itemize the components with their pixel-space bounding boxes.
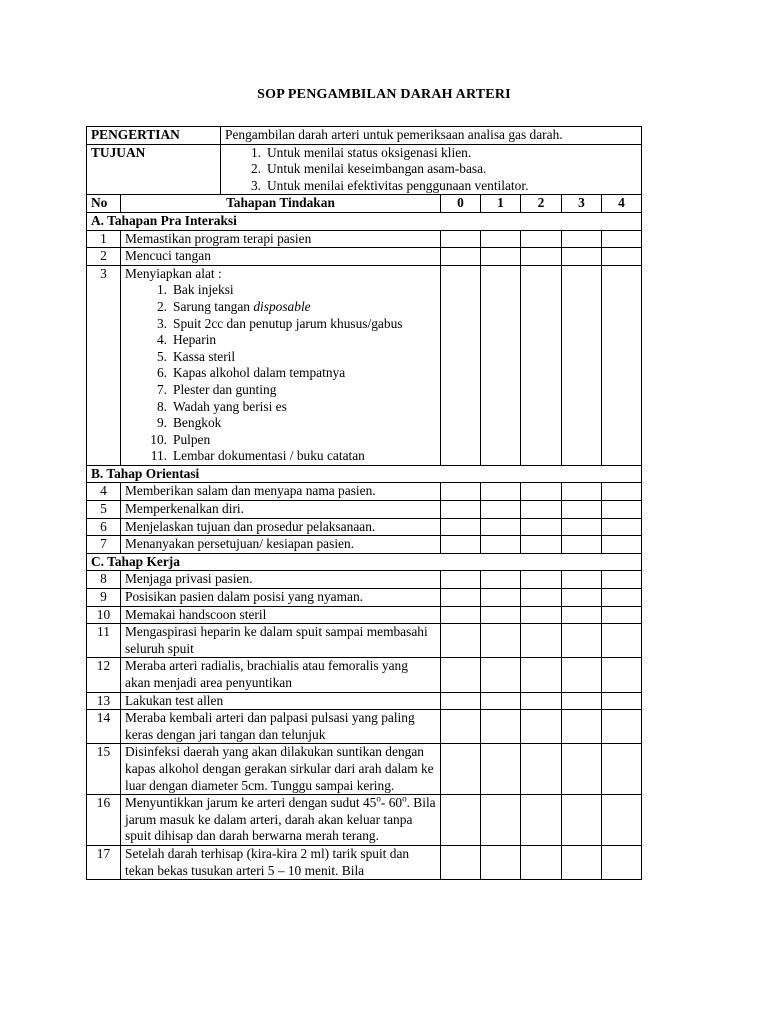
- row-number: 12: [87, 658, 121, 692]
- table-row: [87, 536, 642, 554]
- row-action: Menyiapkan alat : 1. Bak injeksi 2. Sarung tangan disposable 3. Spuit 2cc dan penutup jarum khusus/gabus 4. Heparin 5. Kassa steril 6. Kapas alkohol dalam tempatnya 7. Plester dan gunting 8. Wadah yang berisi es 9. Bengkok 10. Pulpen 11. Lembar dokumentasi / buku catatan: [121, 265, 441, 465]
- score-cell[interactable]: [481, 845, 521, 879]
- section-row: [87, 553, 642, 571]
- score-cell[interactable]: [521, 845, 562, 879]
- list-item: 4. Heparin: [156, 332, 217, 348]
- score-cell[interactable]: [602, 710, 642, 744]
- score-cell[interactable]: [481, 536, 521, 554]
- score-cell[interactable]: [441, 624, 481, 658]
- score-cell[interactable]: [602, 501, 642, 519]
- tujuan-label: TUJUAN: [87, 144, 221, 195]
- section-row: [87, 465, 642, 483]
- score-cell[interactable]: [441, 536, 481, 554]
- score-cell[interactable]: [481, 658, 521, 692]
- score-cell[interactable]: [521, 692, 562, 710]
- score-cell[interactable]: [562, 536, 602, 554]
- page-title: SOP PENGAMBILAN DARAH ARTERI: [257, 87, 511, 102]
- table-row: [87, 624, 642, 658]
- pengertian-label: PENGERTIAN: [87, 127, 221, 145]
- score-cell[interactable]: [441, 518, 481, 536]
- row-action: Mengaspirasi heparin ke dalam spuit sampai membasahi seluruh spuit: [121, 624, 441, 658]
- row-number: 5: [87, 501, 121, 519]
- row-number: 3: [87, 265, 121, 465]
- score-cell[interactable]: [441, 230, 481, 248]
- score-cell[interactable]: [521, 248, 562, 266]
- score-cell[interactable]: [481, 589, 521, 607]
- score-cell[interactable]: [562, 589, 602, 607]
- section-heading: B. Tahap Orientasi: [87, 465, 642, 483]
- score-cell[interactable]: [562, 518, 602, 536]
- score-cell[interactable]: [521, 265, 562, 465]
- header-tindakan: Tahapan Tindakan: [121, 195, 441, 213]
- list-item: 5. Kassa steril: [156, 348, 236, 364]
- score-cell[interactable]: [521, 710, 562, 744]
- table-row: [87, 248, 642, 266]
- score-cell[interactable]: [441, 845, 481, 879]
- row-action: Mencuci tangan: [121, 248, 441, 266]
- score-cell[interactable]: [521, 483, 562, 501]
- list-item: 1. Untuk menilai status oksigenasi klien.: [250, 144, 472, 160]
- section-row: [87, 212, 642, 230]
- sop-table: [86, 126, 642, 880]
- row-action: Posisikan pasien dalam posisi yang nyaman.: [121, 589, 441, 607]
- score-cell[interactable]: [481, 744, 521, 795]
- header-score-3: 3: [562, 195, 602, 213]
- alat-list: [125, 282, 436, 465]
- row-number: 7: [87, 536, 121, 554]
- row-number: 10: [87, 606, 121, 624]
- score-cell[interactable]: [562, 265, 602, 465]
- table-row: [87, 518, 642, 536]
- row-action: Menyuntikkan jarum ke arteri dengan sudut 45$^o$- 60$^o$. Bila jarum masuk ke dalam arteri, darah akan keluar tanpa spuit dihisap dan darah berwarna merah terang.: [121, 795, 441, 846]
- score-cell[interactable]: [521, 744, 562, 795]
- list-item: 8. Wadah yang berisi es: [156, 398, 287, 414]
- list-item: 1. Bak injeksi: [156, 282, 234, 298]
- score-cell[interactable]: [562, 658, 602, 692]
- header-score-4: 4: [602, 195, 642, 213]
- score-cell[interactable]: [562, 624, 602, 658]
- score-cell[interactable]: [521, 536, 562, 554]
- score-cell[interactable]: [521, 518, 562, 536]
- score-cell[interactable]: [441, 606, 481, 624]
- score-cell[interactable]: [602, 483, 642, 501]
- score-cell[interactable]: [521, 658, 562, 692]
- table-row: [87, 845, 642, 879]
- score-cell[interactable]: [481, 265, 521, 465]
- table-row: [87, 692, 642, 710]
- score-cell[interactable]: [562, 845, 602, 879]
- row-action: Lakukan test allen: [121, 692, 441, 710]
- score-cell[interactable]: [602, 248, 642, 266]
- table-row: [87, 710, 642, 744]
- table-row: [87, 795, 642, 846]
- score-cell[interactable]: [441, 710, 481, 744]
- row-action: Menjaga privasi pasien.: [121, 571, 441, 589]
- list-item: 11. Lembar dokumentasi / buku catatan: [150, 448, 365, 464]
- list-item: 10. Pulpen: [150, 431, 211, 447]
- score-cell[interactable]: [521, 624, 562, 658]
- row-number: 4: [87, 483, 121, 501]
- row-action: Menjelaskan tujuan dan prosedur pelaksanaan.: [121, 518, 441, 536]
- score-cell[interactable]: [602, 692, 642, 710]
- row-action: Memakai handscoon steril: [121, 606, 441, 624]
- score-cell[interactable]: [602, 536, 642, 554]
- score-cell[interactable]: [521, 501, 562, 519]
- score-cell[interactable]: [481, 483, 521, 501]
- score-cell[interactable]: [602, 571, 642, 589]
- section-heading: A. Tahapan Pra Interaksi: [87, 212, 642, 230]
- table-row: [87, 606, 642, 624]
- score-cell[interactable]: [562, 606, 602, 624]
- row-action: Menanyakan persetujuan/ kesiapan pasien.: [121, 536, 441, 554]
- row-number: 6: [87, 518, 121, 536]
- score-cell[interactable]: [481, 692, 521, 710]
- list-item: 2. Sarung tangan disposable: [156, 298, 311, 314]
- row-action: Meraba kembali arteri dan palpasi pulsasi yang paling keras dengan jari tangan dan telunjuk: [121, 710, 441, 744]
- score-cell[interactable]: [521, 571, 562, 589]
- row-number: 9: [87, 589, 121, 607]
- score-cell[interactable]: [441, 265, 481, 465]
- score-cell[interactable]: [441, 483, 481, 501]
- score-cell[interactable]: [441, 571, 481, 589]
- score-cell[interactable]: [441, 248, 481, 266]
- row-number: 8: [87, 571, 121, 589]
- list-item: 7. Plester dan gunting: [156, 381, 277, 397]
- table-row: [87, 230, 642, 248]
- table-row: [87, 658, 642, 692]
- list-item: 2. Untuk menilai keseimbangan asam-basa.: [250, 161, 487, 177]
- score-cell[interactable]: [562, 571, 602, 589]
- score-cell[interactable]: [441, 795, 481, 846]
- score-cell[interactable]: [602, 845, 642, 879]
- list-item: 3. Untuk menilai efektivitas penggunaan ventilator.: [250, 177, 529, 193]
- header-no: No: [87, 195, 121, 213]
- score-cell[interactable]: [481, 501, 521, 519]
- score-cell[interactable]: [602, 518, 642, 536]
- list-item: 6. Kapas alkohol dalam tempatnya: [156, 365, 346, 381]
- score-cell[interactable]: [602, 624, 642, 658]
- score-cell[interactable]: [562, 744, 602, 795]
- row-number: 2: [87, 248, 121, 266]
- score-cell[interactable]: [562, 795, 602, 846]
- score-cell[interactable]: [521, 795, 562, 846]
- score-cell[interactable]: [481, 606, 521, 624]
- score-cell[interactable]: [441, 744, 481, 795]
- score-cell[interactable]: [441, 501, 481, 519]
- row-action: Memberikan salam dan menyapa nama pasien.: [121, 483, 441, 501]
- score-cell[interactable]: [441, 589, 481, 607]
- row-number: 16: [87, 795, 121, 846]
- score-cell[interactable]: [602, 589, 642, 607]
- score-cell[interactable]: [562, 692, 602, 710]
- table-row: [87, 744, 642, 795]
- pengertian-row: [87, 127, 642, 145]
- header-score-2: 2: [521, 195, 562, 213]
- row-action: Meraba arteri radialis, brachialis atau femoralis yang akan menjadi area penyuntikan: [121, 658, 441, 692]
- score-cell[interactable]: [562, 483, 602, 501]
- score-cell[interactable]: [602, 265, 642, 465]
- score-cell[interactable]: [481, 710, 521, 744]
- row-number: 15: [87, 744, 121, 795]
- score-cell[interactable]: [521, 606, 562, 624]
- tujuan-row: [87, 144, 642, 195]
- table-row: [87, 265, 642, 465]
- score-cell[interactable]: [481, 248, 521, 266]
- table-row: [87, 483, 642, 501]
- row-action: Memperkenalkan diri.: [121, 501, 441, 519]
- score-cell[interactable]: [602, 795, 642, 846]
- score-cell[interactable]: [441, 692, 481, 710]
- score-cell[interactable]: [521, 230, 562, 248]
- row-number: 11: [87, 624, 121, 658]
- row-number: 14: [87, 710, 121, 744]
- list-item: 9. Bengkok: [156, 415, 222, 431]
- score-cell[interactable]: [602, 658, 642, 692]
- score-cell[interactable]: [602, 744, 642, 795]
- score-cell[interactable]: [481, 795, 521, 846]
- table-row: [87, 589, 642, 607]
- score-cell[interactable]: [441, 658, 481, 692]
- section-heading: C. Tahap Kerja: [87, 553, 642, 571]
- table-header-row: [87, 195, 642, 213]
- table-row: [87, 571, 642, 589]
- tujuan-list: [225, 145, 637, 195]
- score-cell[interactable]: [562, 248, 602, 266]
- pengertian-text: Pengambilan darah arteri untuk pemeriksaan analisa gas darah.: [221, 127, 642, 145]
- row-action: Disinfeksi daerah yang akan dilakukan suntikan dengan kapas alkohol dengan gerakan sirkular dari arah dalam ke luar dengan diameter 5cm. Tunggu sampai kering.: [121, 744, 441, 795]
- header-score-0: 0: [441, 195, 481, 213]
- header-score-1: 1: [481, 195, 521, 213]
- score-cell[interactable]: [562, 710, 602, 744]
- score-cell[interactable]: [602, 606, 642, 624]
- score-cell[interactable]: [481, 230, 521, 248]
- row-number: 1: [87, 230, 121, 248]
- score-cell[interactable]: [602, 230, 642, 248]
- row-number: 17: [87, 845, 121, 879]
- score-cell[interactable]: [562, 501, 602, 519]
- score-cell[interactable]: [481, 624, 521, 658]
- table-row: [87, 501, 642, 519]
- row-action: Memastikan program terapi pasien: [121, 230, 441, 248]
- tujuan-list-cell: [221, 144, 642, 195]
- row-action: Setelah darah terhisap (kira-kira 2 ml) tarik spuit dan tekan bekas tusukan arteri 5 – 10 menit. Bila: [121, 845, 441, 879]
- score-cell[interactable]: [481, 571, 521, 589]
- score-cell[interactable]: [521, 589, 562, 607]
- list-item: 3. Spuit 2cc dan penutup jarum khusus/gabus: [156, 315, 403, 331]
- score-cell[interactable]: [481, 518, 521, 536]
- row-number: 13: [87, 692, 121, 710]
- score-cell[interactable]: [562, 230, 602, 248]
